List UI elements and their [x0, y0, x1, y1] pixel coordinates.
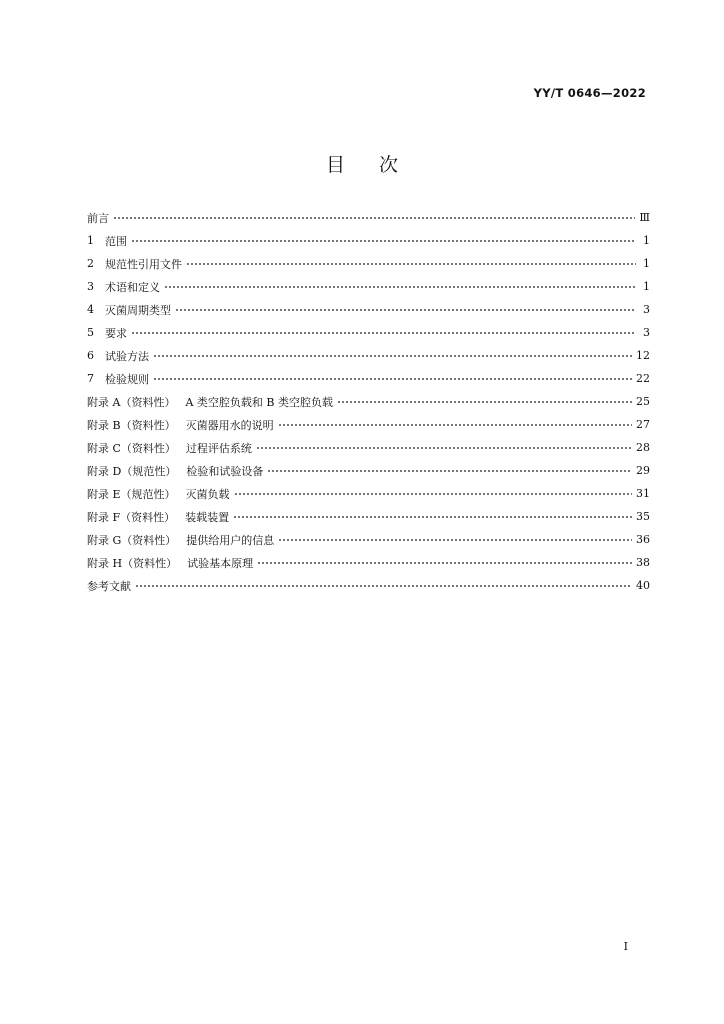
toc-entry-page-number: 29: [636, 464, 650, 477]
toc-entry-label: 灭菌负载: [185, 487, 230, 501]
toc-entry-leader-dots: [267, 465, 632, 476]
toc-entry-appendix: 附录 E（规范性）: [87, 487, 176, 501]
toc-entry-leader-dots: [153, 373, 632, 384]
table-of-contents: [87, 206, 650, 597]
toc-entry-label: 要求: [105, 326, 127, 340]
toc-entry-label: 灭菌周期类型: [105, 303, 171, 317]
toc-entry[interactable]: [87, 298, 650, 321]
toc-entry-number: 4: [87, 303, 94, 316]
toc-entry-page-number: 3: [643, 326, 650, 339]
toc-entry[interactable]: [87, 505, 650, 528]
toc-entry[interactable]: [87, 344, 650, 367]
toc-entry-leader-dots: [234, 488, 632, 499]
toc-entry-page-number: 25: [636, 395, 650, 408]
toc-title: 目次: [325, 154, 432, 176]
toc-entry-page-number: 12: [636, 349, 650, 362]
toc-entry-leader-dots: [153, 350, 632, 361]
toc-entry-leader-dots: [256, 442, 632, 453]
toc-entry[interactable]: [87, 252, 650, 275]
toc-entry-label: 检验和试验设备: [186, 464, 264, 478]
toc-entry-appendix: 附录 G（资料性）: [87, 533, 177, 547]
toc-entry-page-number: 35: [636, 510, 650, 523]
toc-entry-leader-dots: [164, 281, 636, 292]
toc-entry-label: 检验规则: [105, 372, 149, 386]
toc-entry-leader-dots: [278, 419, 632, 430]
toc-entry-page-number: 1: [643, 280, 650, 293]
toc-entry-leader-dots: [337, 396, 632, 407]
toc-entry-leader-dots: [257, 557, 632, 568]
toc-entry-label: 参考文献: [87, 579, 131, 593]
toc-entry[interactable]: [87, 482, 650, 505]
toc-entry-page-number: 36: [636, 533, 650, 546]
toc-entry-number: 1: [87, 234, 94, 247]
toc-entry-number: 2: [87, 257, 94, 270]
toc-entry[interactable]: [87, 574, 650, 597]
toc-entry[interactable]: [87, 551, 650, 574]
toc-entry-page-number: 22: [636, 372, 650, 385]
toc-entry[interactable]: [87, 436, 650, 459]
toc-entry-leader-dots: [131, 327, 636, 338]
toc-entry-page-number: Ⅲ: [639, 211, 650, 224]
toc-entry-label: 范围: [105, 234, 127, 248]
toc-entry-label: 灭菌器用水的说明: [185, 418, 274, 432]
toc-entry-page-number: 38: [636, 556, 650, 569]
toc-entry-label: 前言: [87, 211, 109, 225]
toc-entry-appendix: 附录 H（资料性）: [87, 556, 178, 570]
toc-entry[interactable]: [87, 321, 650, 344]
toc-entry[interactable]: [87, 367, 650, 390]
toc-entry-label: 试验方法: [105, 349, 149, 363]
toc-entry-appendix: 附录 A（资料性）: [87, 395, 176, 409]
toc-entry-appendix: 附录 F（资料性）: [87, 510, 176, 524]
toc-entry-label: 装载装置: [185, 510, 230, 524]
toc-entry-appendix: 附录 B（资料性）: [87, 418, 176, 432]
toc-entry-leader-dots: [186, 258, 636, 269]
standard-code: YY/T 0646—2022: [533, 86, 646, 100]
toc-entry[interactable]: [87, 413, 650, 436]
toc-entry-leader-dots: [135, 580, 632, 591]
toc-entry-page-number: 31: [636, 487, 650, 500]
toc-entry[interactable]: [87, 206, 650, 229]
toc-entry[interactable]: [87, 229, 650, 252]
toc-entry-label: 规范性引用文件: [105, 257, 182, 271]
toc-entry-appendix: 附录 D（规范性）: [87, 464, 177, 478]
toc-entry-label: 提供给用户的信息: [186, 533, 275, 547]
toc-entry-leader-dots: [233, 511, 632, 522]
toc-entry-leader-dots: [131, 235, 636, 246]
toc-entry-leader-dots: [175, 304, 636, 315]
toc-entry-leader-dots: [113, 212, 635, 223]
toc-entry-page-number: 1: [643, 234, 650, 247]
toc-entry-number: 6: [87, 349, 94, 362]
toc-entry-page-number: 1: [643, 257, 650, 270]
toc-entry-label: 过程评估系统: [185, 441, 252, 455]
toc-entry-number: 7: [87, 372, 94, 385]
toc-entry-appendix: 附录 C（资料性）: [87, 441, 176, 455]
toc-entry[interactable]: [87, 528, 650, 551]
toc-entry[interactable]: [87, 390, 650, 413]
toc-entry-label: 术语和定义: [105, 280, 160, 294]
toc-entry-page-number: 3: [643, 303, 650, 316]
toc-entry-number: 3: [87, 280, 94, 293]
toc-entry-label: 试验基本原理: [187, 556, 254, 570]
toc-entry[interactable]: [87, 459, 650, 482]
toc-entry-page-number: 40: [636, 579, 650, 592]
page-number: I: [623, 940, 628, 953]
toc-entry-page-number: 27: [636, 418, 650, 431]
toc-entry-page-number: 28: [636, 441, 650, 454]
toc-entry[interactable]: [87, 275, 650, 298]
toc-entry-leader-dots: [278, 534, 632, 545]
toc-entry-number: 5: [87, 326, 94, 339]
toc-entry-label: A 类空腔负载和 B 类空腔负载: [185, 395, 333, 409]
